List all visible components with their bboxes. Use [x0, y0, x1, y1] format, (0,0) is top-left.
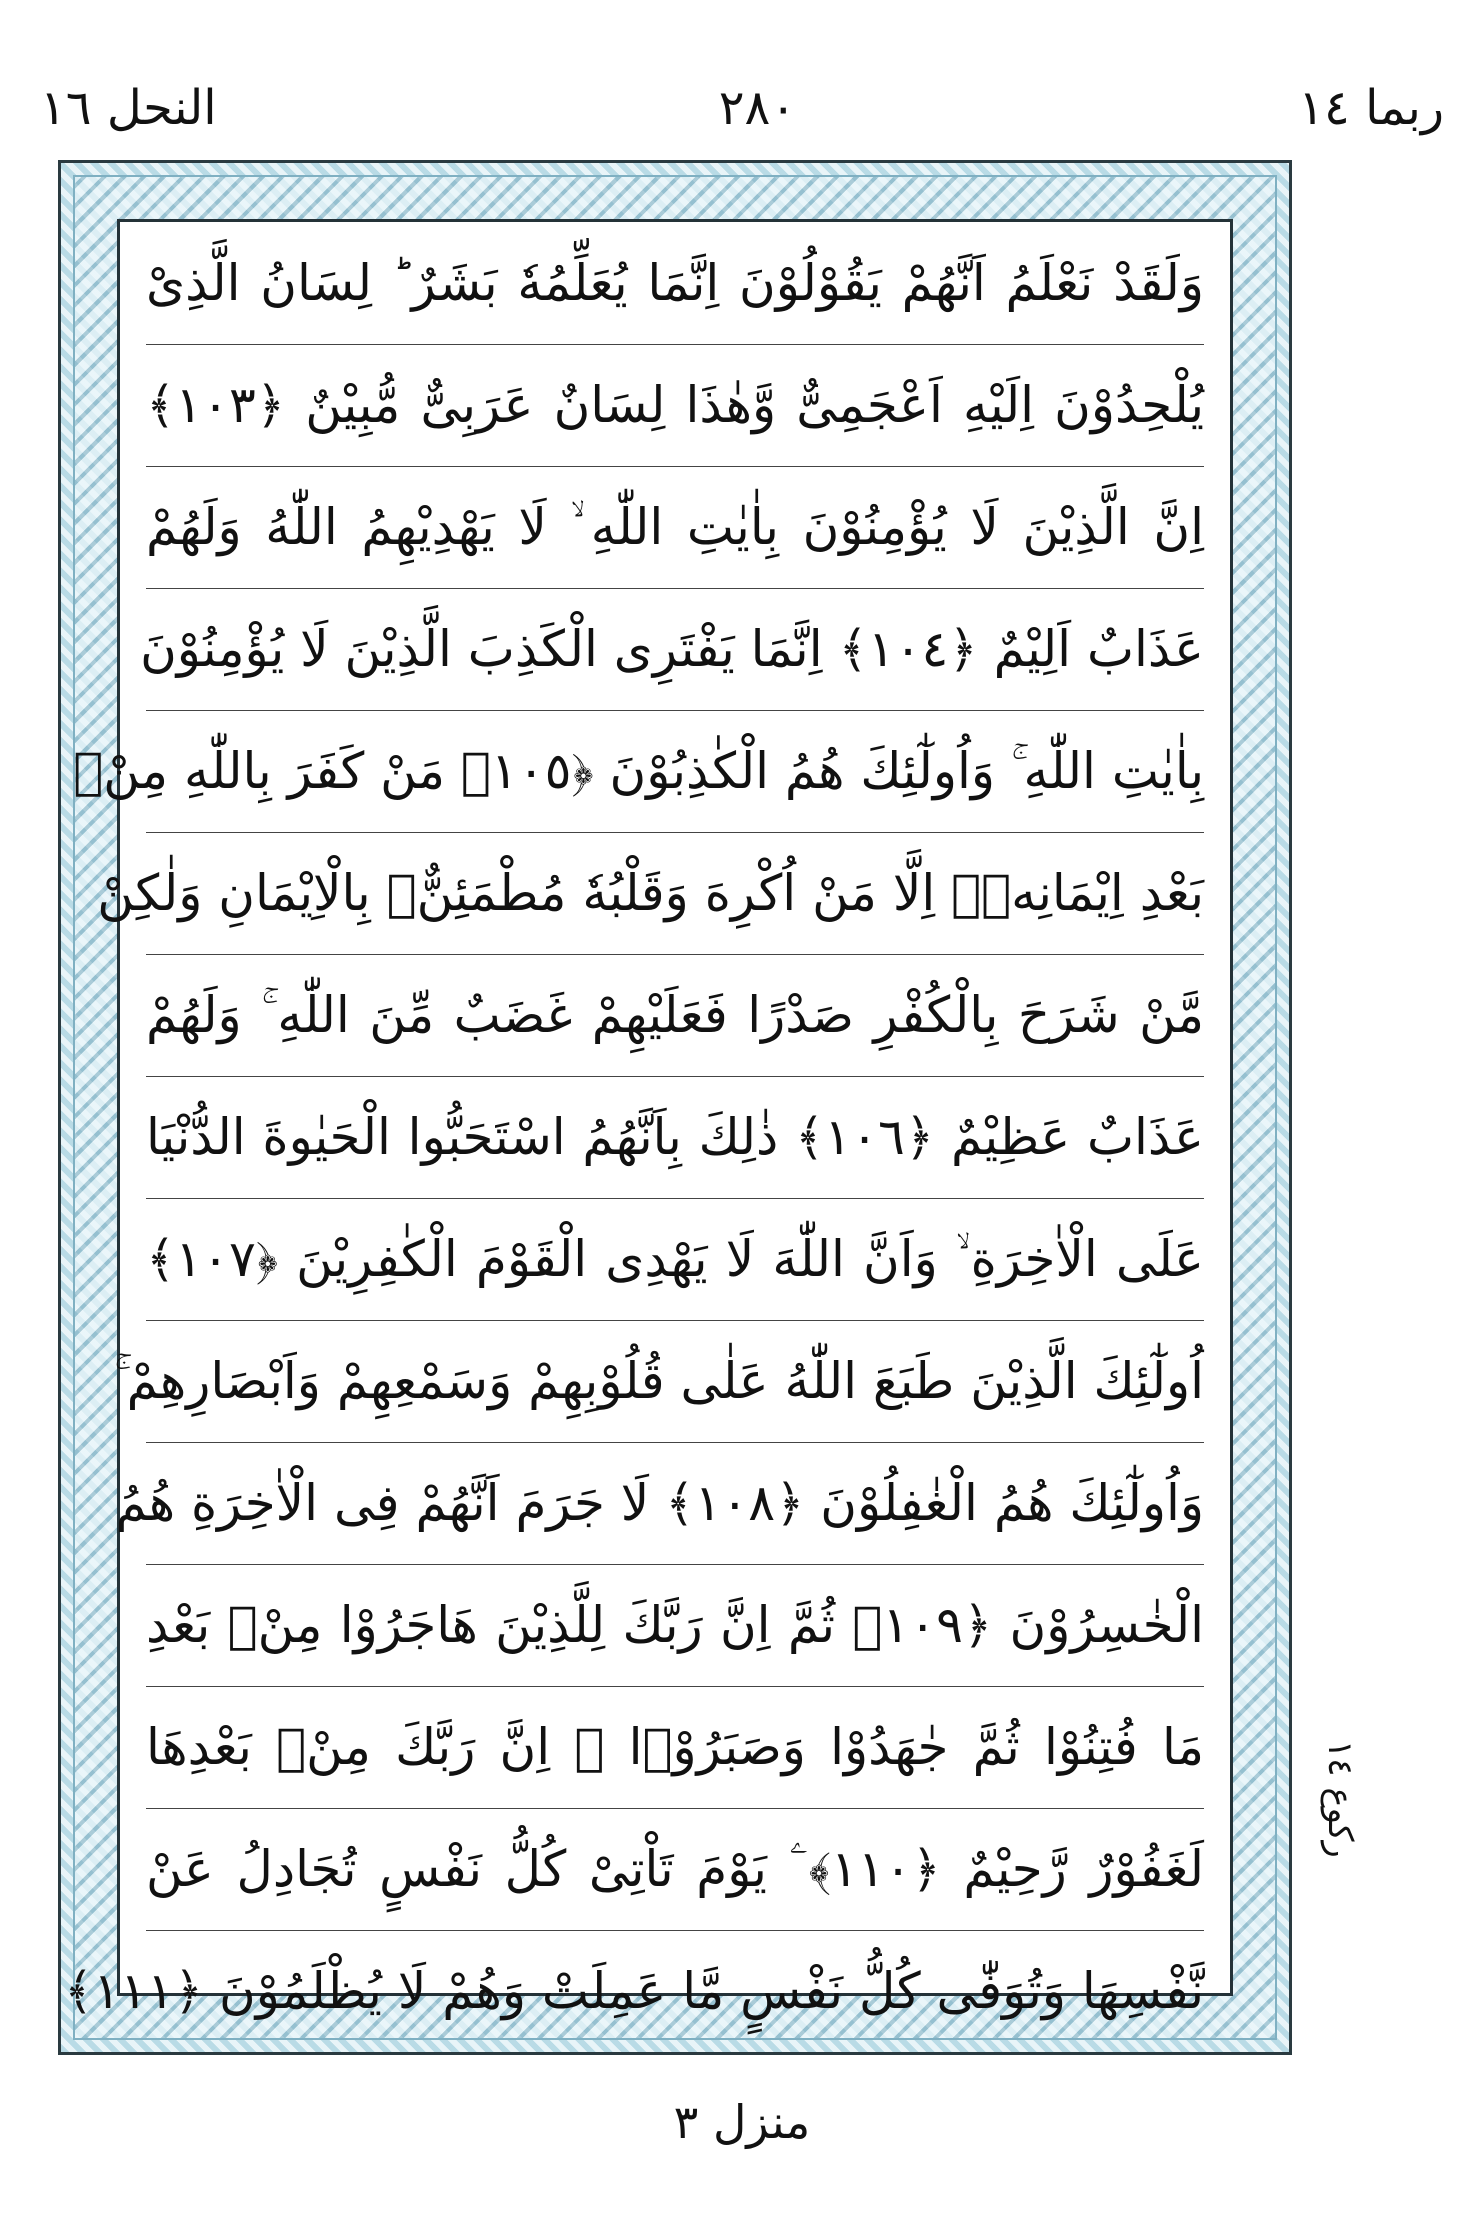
text-line: عَلَى الْاٰخِرَةِ ۙ وَاَنَّ اللّٰهَ لَا يَهْدِى الْقَوْمَ الْكٰفِرِيْنَ ﴿١٠٧﴾	[146, 1198, 1204, 1321]
ruku-marker: ركوع ١٤	[1320, 1740, 1360, 1858]
text-line: الْخٰسِرُوْنَ ﴿١٠٩﴾ ثُمَّ اِنَّ رَبَّكَ لِلَّذِيْنَ هَاجَرُوْا مِنْۢ بَعْدِ	[146, 1564, 1204, 1687]
page-header	[40, 68, 1444, 148]
text-line: بَعْدِ اِيْمَانِهٖۤ اِلَّا مَنْ اُكْرِهَ وَقَلْبُهٗ مُطْمَئِنٌّۢ بِالْاِيْمَانِ وَلٰكِنْ	[146, 832, 1204, 955]
text-line: اُولٰٓئِكَ الَّذِيْنَ طَبَعَ اللّٰهُ عَلٰى قُلُوْبِهِمْ وَسَمْعِهِمْ وَاَبْصَارِهِمْ ۚ	[146, 1320, 1204, 1443]
text-line: نَّفْسِهَا وَتُوَفّٰى كُلُّ نَفْسٍ مَّا عَمِلَتْ وَهُمْ لَا يُظْلَمُوْنَ ﴿١١١﴾	[63, 1962, 1204, 2020]
juz-label: ربما ١٤	[1298, 80, 1444, 136]
text-panel	[63, 219, 1233, 2020]
manzil-footer: منزل ٣	[673, 2095, 811, 2149]
page-number: ٢٨٠	[718, 80, 797, 136]
decorative-border	[58, 160, 1292, 2055]
text-line: وَلَقَدْ نَعْلَمُ اَنَّهُمْ يَقُوْلُوْنَ اِنَّمَا يُعَلِّمُهٗ بَشَرٌ ؕ لِسَانُ الَّذِىْ	[146, 222, 1204, 345]
text-line: بِاٰيٰتِ اللّٰهِ ۚ وَاُولٰٓئِكَ هُمُ الْكٰذِبُوْنَ ﴿١٠٥﴾ مَنْ كَفَرَ بِاللّٰهِ مِنْۢ	[146, 710, 1204, 833]
text-line: مَا فُتِنُوْا ثُمَّ جٰهَدُوْا وَصَبَرُوْۤا ۙ اِنَّ رَبَّكَ مِنْۢ بَعْدِهَا	[146, 1686, 1204, 1809]
text-line: عَذَابٌ اَلِيْمٌ ﴿١٠٤﴾ اِنَّمَا يَفْتَرِى الْكَذِبَ الَّذِيْنَ لَا يُؤْمِنُوْنَ	[146, 588, 1204, 711]
text-line: اِنَّ الَّذِيْنَ لَا يُؤْمِنُوْنَ بِاٰيٰتِ اللّٰهِ ۙ لَا يَهْدِيْهِمُ اللّٰهُ وَلَهُمْ	[146, 466, 1204, 589]
text-line: لَغَفُوْرٌ رَّحِيْمٌ ﴿١١٠﴾ ۧ يَوْمَ تَاْتِىْ كُلُّ نَفْسٍ تُجَادِلُ عَنْ	[146, 1808, 1204, 1931]
text-line: مَّنْ شَرَحَ بِالْكُفْرِ صَدْرًا فَعَلَيْهِمْ غَضَبٌ مِّنَ اللّٰهِ ۚ وَلَهُمْ	[146, 954, 1204, 1077]
text-line: وَاُولٰٓئِكَ هُمُ الْغٰفِلُوْنَ ﴿١٠٨﴾ لَا جَرَمَ اَنَّهُمْ فِى الْاٰخِرَةِ هُمُ	[146, 1442, 1204, 1565]
surah-label: النحل ١٦	[40, 80, 217, 136]
text-line: عَذَابٌ عَظِيْمٌ ﴿١٠٦﴾ ذٰلِكَ بِاَنَّهُمُ اسْتَحَبُّوا الْحَيٰوةَ الدُّنْيَا	[146, 1076, 1204, 1199]
text-line: يُلْحِدُوْنَ اِلَيْهِ اَعْجَمِىٌّ وَّهٰذَا لِسَانٌ عَرَبِىٌّ مُّبِيْنٌ ﴿١٠٣﴾	[146, 344, 1204, 467]
